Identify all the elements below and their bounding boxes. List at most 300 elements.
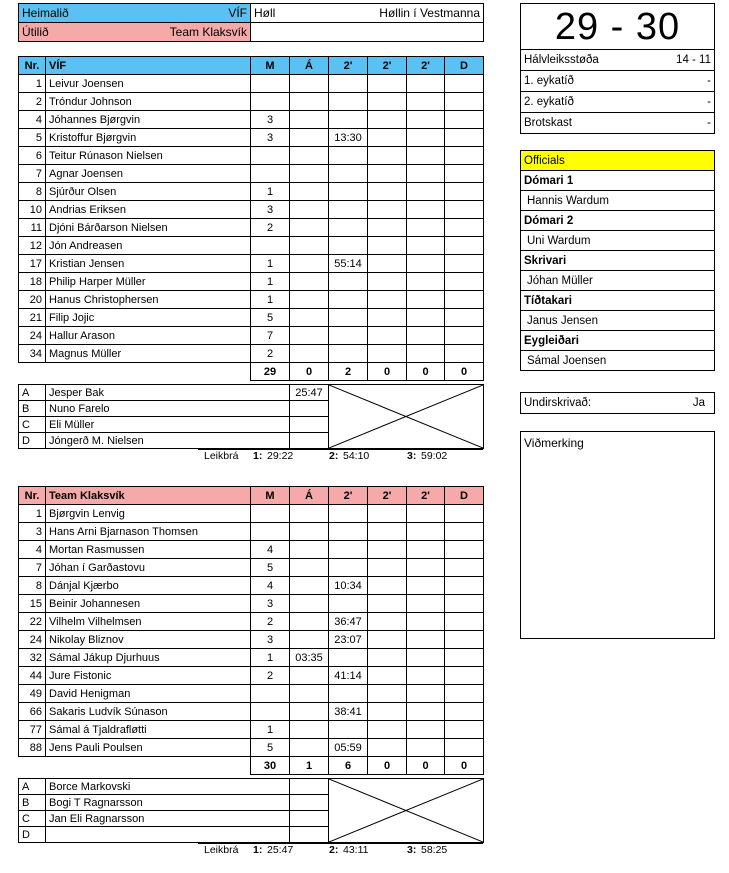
player-row <box>19 327 484 345</box>
player-warning <box>290 183 329 201</box>
player-goals: 3 <box>251 129 290 147</box>
player-warning <box>290 237 329 255</box>
player-goals <box>251 75 290 93</box>
official-name <box>46 827 290 843</box>
player-suspension-2 <box>368 703 407 721</box>
player-disqualification <box>445 595 484 613</box>
player-suspension-3 <box>407 559 445 577</box>
player-row <box>19 147 484 165</box>
extra1-score: - <box>707 75 711 87</box>
official-name: Bogi T Ragnarsson <box>46 795 290 811</box>
player-number: 7 <box>19 165 46 183</box>
player-number: 34 <box>19 345 46 363</box>
player-goals <box>251 165 290 183</box>
player-number: 44 <box>19 667 46 685</box>
away-timeout2: 43:11 <box>343 844 369 856</box>
signed-value: Ja <box>692 397 705 409</box>
official-code: A <box>19 385 46 401</box>
player-disqualification <box>445 739 484 757</box>
player-suspension-3 <box>407 273 445 291</box>
player-suspension-3 <box>407 327 445 345</box>
player-row <box>19 685 484 703</box>
player-warning <box>290 703 329 721</box>
player-disqualification <box>445 559 484 577</box>
official-warning <box>290 433 329 449</box>
away-timeout2-label: 2: <box>329 844 339 856</box>
home-timeout3: 59:02 <box>421 450 448 462</box>
player-suspension-1 <box>329 291 368 309</box>
player-goals: 5 <box>251 559 290 577</box>
player-suspension-1 <box>329 309 368 327</box>
extra1-row <box>521 71 715 92</box>
player-goals: 1 <box>251 273 290 291</box>
away-total-a: 1 <box>290 757 329 775</box>
player-suspension-2 <box>368 255 407 273</box>
referee1-label: Dómari 1 <box>521 171 715 191</box>
player-row <box>19 559 484 577</box>
col-nr: Nr. <box>19 487 46 505</box>
player-goals: 2 <box>251 613 290 631</box>
player-row <box>19 505 484 523</box>
official-name: Jóngerð M. Nielsen <box>46 433 290 449</box>
player-suspension-1 <box>329 649 368 667</box>
player-number: 24 <box>19 631 46 649</box>
player-suspension-3 <box>407 183 445 201</box>
home-total-t2: 0 <box>368 363 407 381</box>
official-code: A <box>19 779 46 795</box>
player-goals: 1 <box>251 183 290 201</box>
player-suspension-2 <box>368 559 407 577</box>
player-disqualification <box>445 523 484 541</box>
official-warning: 25:47 <box>290 385 329 401</box>
home-total-t3: 0 <box>407 363 445 381</box>
player-disqualification <box>445 183 484 201</box>
player-goals: 2 <box>251 219 290 237</box>
player-warning <box>290 129 329 147</box>
player-goals: 4 <box>251 577 290 595</box>
player-warning <box>290 559 329 577</box>
player-name: Djóni Bárðarson Nielsen <box>46 219 251 237</box>
player-goals <box>251 703 290 721</box>
player-suspension-3 <box>407 649 445 667</box>
remarks-label: Viðmerking <box>524 436 584 450</box>
player-suspension-1 <box>329 327 368 345</box>
player-number: 32 <box>19 649 46 667</box>
player-suspension-3 <box>407 541 445 559</box>
player-warning <box>290 273 329 291</box>
player-suspension-1 <box>329 595 368 613</box>
remarks-box[interactable] <box>520 431 715 639</box>
home-timeout3-label: 3: <box>407 450 417 462</box>
player-row <box>19 111 484 129</box>
player-number: 22 <box>19 613 46 631</box>
player-warning <box>290 93 329 111</box>
player-disqualification <box>445 613 484 631</box>
hall-name: Høllin í Vestmanna <box>379 6 480 20</box>
player-suspension-3 <box>407 613 445 631</box>
player-suspension-1 <box>329 345 368 363</box>
player-suspension-2 <box>368 147 407 165</box>
score-details-table <box>520 49 715 134</box>
col-a: Á <box>290 57 329 75</box>
player-name: Agnar Joensen <box>46 165 251 183</box>
player-row <box>19 631 484 649</box>
player-number: 49 <box>19 685 46 703</box>
player-suspension-1: 36:47 <box>329 613 368 631</box>
player-suspension-1 <box>329 165 368 183</box>
player-suspension-2 <box>368 523 407 541</box>
home-total-m: 29 <box>251 363 290 381</box>
away-label: Útilið <box>22 25 49 39</box>
player-suspension-1: 41:14 <box>329 667 368 685</box>
player-warning <box>290 309 329 327</box>
officials-table <box>520 150 715 371</box>
player-name: Kristoffur Bjørgvin <box>46 129 251 147</box>
home-total-t1: 2 <box>329 363 368 381</box>
player-warning <box>290 541 329 559</box>
official-name: Eli Müller <box>46 417 290 433</box>
player-suspension-2 <box>368 165 407 183</box>
official-code: B <box>19 401 46 417</box>
player-suspension-1 <box>329 237 368 255</box>
player-disqualification <box>445 219 484 237</box>
col-d: D <box>445 57 484 75</box>
away-timeout-label: Leikbrá <box>204 844 239 856</box>
player-number: 8 <box>19 183 46 201</box>
team-official-row <box>19 385 484 401</box>
player-disqualification <box>445 147 484 165</box>
player-suspension-3 <box>407 595 445 613</box>
player-name: Sámal Jákup Djurhuus <box>46 649 251 667</box>
player-disqualification <box>445 255 484 273</box>
player-suspension-1 <box>329 147 368 165</box>
penalty-label: Brotskast <box>524 117 572 129</box>
player-name: Hans Arni Bjarnason Thomsen <box>46 523 251 541</box>
player-name: Vilhelm Vilhelmsen <box>46 613 251 631</box>
player-disqualification <box>445 291 484 309</box>
official-name: Jesper Bak <box>46 385 290 401</box>
player-suspension-2 <box>368 577 407 595</box>
home-total-a: 0 <box>290 363 329 381</box>
player-row <box>19 595 484 613</box>
player-number: 66 <box>19 703 46 721</box>
home-timeout2: 54:10 <box>343 450 370 462</box>
player-row <box>19 721 484 739</box>
player-name: David Henigman <box>46 685 251 703</box>
player-row <box>19 255 484 273</box>
player-disqualification <box>445 345 484 363</box>
player-suspension-2 <box>368 273 407 291</box>
away-roster-table <box>18 486 484 775</box>
player-goals: 3 <box>251 201 290 219</box>
player-suspension-2 <box>368 183 407 201</box>
home-totals-spacer <box>19 363 251 381</box>
col-m: M <box>251 57 290 75</box>
player-suspension-3 <box>407 667 445 685</box>
player-name: Hanus Christophersen <box>46 291 251 309</box>
col-nr: Nr. <box>19 57 46 75</box>
crossed-out-cell <box>329 385 484 449</box>
player-number: 3 <box>19 523 46 541</box>
player-goals <box>251 523 290 541</box>
player-warning <box>290 595 329 613</box>
player-suspension-2 <box>368 685 407 703</box>
player-suspension-2 <box>368 93 407 111</box>
official-warning <box>290 795 329 811</box>
home-roster-table <box>18 56 484 381</box>
player-disqualification <box>445 721 484 739</box>
player-name: Nikolay Bliznov <box>46 631 251 649</box>
player-suspension-1 <box>329 75 368 93</box>
player-suspension-2 <box>368 201 407 219</box>
away-totals-spacer <box>19 757 251 775</box>
player-suspension-3 <box>407 721 445 739</box>
player-suspension-2 <box>368 345 407 363</box>
player-disqualification <box>445 165 484 183</box>
player-suspension-3 <box>407 523 445 541</box>
away-timeout3-label: 3: <box>407 844 417 856</box>
player-suspension-3 <box>407 309 445 327</box>
player-row <box>19 93 484 111</box>
official-code: C <box>19 417 46 433</box>
player-number: 18 <box>19 273 46 291</box>
cross-mark <box>329 385 483 448</box>
col-two3: 2' <box>407 57 445 75</box>
player-warning <box>290 201 329 219</box>
player-number: 77 <box>19 721 46 739</box>
col-a: Á <box>290 487 329 505</box>
player-name: Filip Jojic <box>46 309 251 327</box>
player-number: 15 <box>19 595 46 613</box>
player-warning <box>290 291 329 309</box>
col-two1: 2' <box>329 487 368 505</box>
player-suspension-2 <box>368 237 407 255</box>
player-disqualification <box>445 577 484 595</box>
player-suspension-2 <box>368 327 407 345</box>
player-name: Sámal á Tjaldrafløtti <box>46 721 251 739</box>
home-totals-row <box>19 363 484 381</box>
player-number: 5 <box>19 129 46 147</box>
player-name: Jóhan í Garðastovu <box>46 559 251 577</box>
player-name: Tróndur Johnson <box>46 93 251 111</box>
player-suspension-1: 38:41 <box>329 703 368 721</box>
player-number: 1 <box>19 75 46 93</box>
halftime-score: 14 - 11 <box>676 54 711 66</box>
extra2-score: - <box>707 96 711 108</box>
player-suspension-1 <box>329 273 368 291</box>
player-suspension-1: 23:07 <box>329 631 368 649</box>
player-row <box>19 291 484 309</box>
player-row <box>19 201 484 219</box>
player-suspension-2 <box>368 111 407 129</box>
home-timeout2-label: 2: <box>329 450 339 462</box>
player-suspension-1 <box>329 201 368 219</box>
col-two3: 2' <box>407 487 445 505</box>
player-disqualification <box>445 75 484 93</box>
player-name: Jóhannes Bjørgvin <box>46 111 251 129</box>
player-suspension-1: 13:30 <box>329 129 368 147</box>
official-warning <box>290 827 329 843</box>
player-row <box>19 667 484 685</box>
player-suspension-3 <box>407 75 445 93</box>
away-team-cell <box>19 23 251 42</box>
player-suspension-1 <box>329 721 368 739</box>
away-totals-row <box>19 757 484 775</box>
player-suspension-3 <box>407 147 445 165</box>
player-number: 17 <box>19 255 46 273</box>
player-warning: 03:35 <box>290 649 329 667</box>
player-name: Jón Andreasen <box>46 237 251 255</box>
player-name: Kristian Jensen <box>46 255 251 273</box>
player-suspension-1: 05:59 <box>329 739 368 757</box>
player-goals: 2 <box>251 667 290 685</box>
player-name: Jens Pauli Poulsen <box>46 739 251 757</box>
player-disqualification <box>445 309 484 327</box>
official-warning <box>290 401 329 417</box>
player-suspension-3 <box>407 93 445 111</box>
player-suspension-2 <box>368 649 407 667</box>
player-number: 4 <box>19 111 46 129</box>
away-total-t2: 0 <box>368 757 407 775</box>
official-name: Jan Eli Ragnarsson <box>46 811 290 827</box>
player-number: 21 <box>19 309 46 327</box>
official-code: B <box>19 795 46 811</box>
away-total-d: 0 <box>445 757 484 775</box>
away-timeout1-label: 1: <box>253 844 263 856</box>
player-suspension-2 <box>368 291 407 309</box>
player-row <box>19 219 484 237</box>
player-row <box>19 541 484 559</box>
player-name: Magnus Müller <box>46 345 251 363</box>
home-header-row <box>19 57 484 75</box>
player-goals: 3 <box>251 631 290 649</box>
player-suspension-2 <box>368 721 407 739</box>
player-disqualification <box>445 201 484 219</box>
player-goals <box>251 237 290 255</box>
player-row <box>19 129 484 147</box>
player-suspension-1 <box>329 183 368 201</box>
supervisor-name: Sámal Joensen <box>521 351 715 371</box>
home-team-name: VÍF <box>228 6 247 20</box>
home-label: Heimalið <box>22 6 69 20</box>
player-warning <box>290 219 329 237</box>
hall-cell <box>251 4 484 23</box>
player-name: Jure Fistonic <box>46 667 251 685</box>
player-warning <box>290 111 329 129</box>
final-score: 29 - 30 <box>520 3 715 50</box>
halftime-label: Hálvleiksstøða <box>524 54 599 66</box>
player-number: 8 <box>19 577 46 595</box>
player-suspension-2 <box>368 667 407 685</box>
player-suspension-3 <box>407 505 445 523</box>
player-warning <box>290 631 329 649</box>
home-timeout1-label: 1: <box>253 450 263 462</box>
player-disqualification <box>445 129 484 147</box>
player-row <box>19 613 484 631</box>
player-disqualification <box>445 237 484 255</box>
match-info-table <box>18 3 484 42</box>
signed-label: Undirskrivað: <box>524 397 592 409</box>
penalty-score: - <box>707 117 711 129</box>
referee2-name: Uni Wardum <box>521 231 715 251</box>
away-timeout1: 25:47 <box>267 844 294 856</box>
signed-row <box>521 393 715 414</box>
player-warning <box>290 577 329 595</box>
player-suspension-3 <box>407 111 445 129</box>
player-row <box>19 703 484 721</box>
player-suspension-3 <box>407 577 445 595</box>
official-name: Nuno Farelo <box>46 401 290 417</box>
player-row <box>19 237 484 255</box>
halftime-row <box>521 50 715 71</box>
player-number: 1 <box>19 505 46 523</box>
player-name: Leivur Joensen <box>46 75 251 93</box>
official-code: D <box>19 433 46 449</box>
scorer-label: Skrivari <box>521 251 715 271</box>
player-warning <box>290 613 329 631</box>
player-goals: 1 <box>251 255 290 273</box>
player-goals: 2 <box>251 345 290 363</box>
player-warning <box>290 75 329 93</box>
player-disqualification <box>445 631 484 649</box>
player-disqualification <box>445 273 484 291</box>
player-suspension-3 <box>407 219 445 237</box>
player-goals: 1 <box>251 291 290 309</box>
col-two1: 2' <box>329 57 368 75</box>
scorer-name: Jóhan Müller <box>521 271 715 291</box>
player-suspension-3 <box>407 165 445 183</box>
home-team-section <box>18 56 483 464</box>
player-suspension-3 <box>407 685 445 703</box>
player-goals <box>251 685 290 703</box>
home-total-d: 0 <box>445 363 484 381</box>
home-team-cell <box>19 4 251 23</box>
extra1-label: 1. eykatíð <box>524 75 574 87</box>
player-row <box>19 183 484 201</box>
player-row <box>19 273 484 291</box>
player-name: Sakaris Ludvík Súnason <box>46 703 251 721</box>
player-suspension-1: 55:14 <box>329 255 368 273</box>
supervisor-label: Eygleiðari <box>521 331 715 351</box>
official-warning <box>290 811 329 827</box>
player-name: Teitur Rúnason Nielsen <box>46 147 251 165</box>
player-number: 20 <box>19 291 46 309</box>
away-header-row <box>19 487 484 505</box>
player-suspension-1 <box>329 523 368 541</box>
player-goals: 1 <box>251 721 290 739</box>
extra2-label: 2. eykatíð <box>524 96 574 108</box>
player-goals: 7 <box>251 327 290 345</box>
official-warning <box>290 779 329 795</box>
official-warning <box>290 417 329 433</box>
player-suspension-2 <box>368 309 407 327</box>
away-total-t3: 0 <box>407 757 445 775</box>
col-d: D <box>445 487 484 505</box>
extra2-row <box>521 92 715 113</box>
crossed-out-cell <box>329 779 484 843</box>
player-goals: 1 <box>251 649 290 667</box>
player-number: 4 <box>19 541 46 559</box>
home-timeout-label: Leikbrá <box>204 450 239 462</box>
player-warning <box>290 327 329 345</box>
home-officials-table <box>18 384 484 449</box>
player-name: Hallur Arason <box>46 327 251 345</box>
player-number: 24 <box>19 327 46 345</box>
away-timeouts <box>18 843 483 858</box>
player-suspension-2 <box>368 595 407 613</box>
player-row <box>19 577 484 595</box>
penalty-row <box>521 113 715 134</box>
